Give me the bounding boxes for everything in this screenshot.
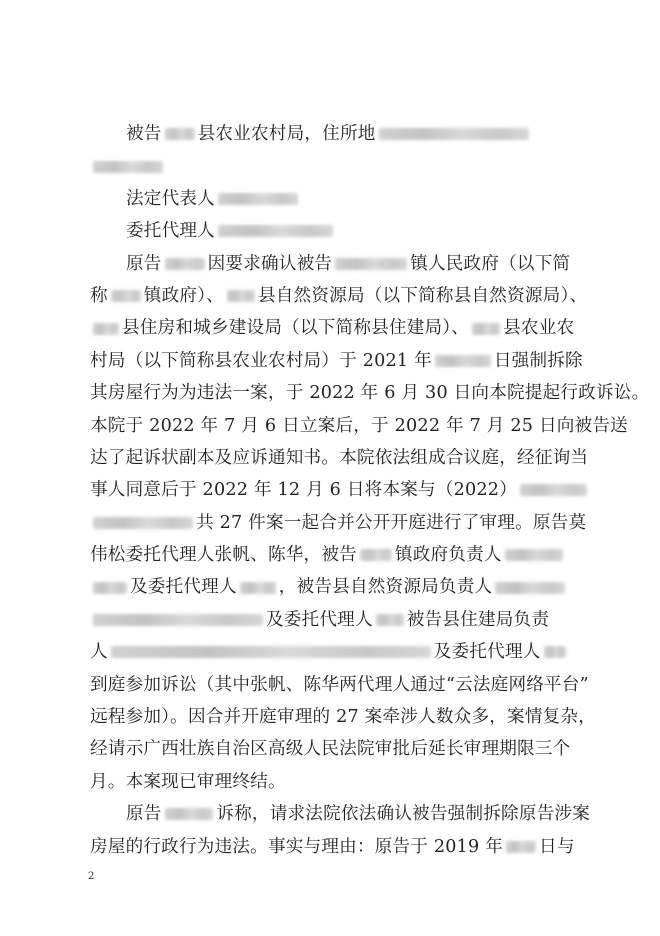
text-segment: 共 27 件案一起合并公开开庭进行了审理。原告莫 bbox=[196, 512, 587, 533]
text-segment: 其房屋行为为违法一案，于 2022 年 6 月 30 日向本院提起行政诉讼。 bbox=[90, 383, 650, 404]
text-segment: 经请示广西壮族自治区高级人民法院审批后延长审理期限三个 bbox=[90, 739, 571, 760]
text-segment: 人 bbox=[90, 642, 108, 663]
text-segment: 远程参加）。因合并开庭审理的 27 案牵涉人数众多，案情复杂， bbox=[90, 707, 597, 728]
text-segment: 委托代理人 bbox=[126, 221, 215, 242]
redacted-text bbox=[93, 614, 263, 626]
text-line bbox=[90, 442, 590, 474]
text-line bbox=[90, 248, 590, 280]
text-segment: 称 bbox=[90, 285, 108, 306]
text-line bbox=[90, 377, 650, 409]
redacted-text bbox=[227, 290, 255, 302]
text-line bbox=[90, 345, 590, 377]
text-line bbox=[90, 280, 590, 312]
text-segment: 县农业农村局，住所地 bbox=[197, 124, 376, 144]
redacted-text bbox=[111, 646, 431, 658]
text-line bbox=[90, 766, 590, 798]
text-segment: 镇政府）、 bbox=[143, 285, 224, 306]
redacted-text bbox=[544, 646, 566, 658]
redacted-text bbox=[506, 841, 536, 853]
redacted-text bbox=[165, 808, 214, 820]
text-segment: 及委托代理人 bbox=[266, 609, 373, 630]
redacted-text bbox=[111, 290, 141, 302]
text-line bbox=[90, 798, 590, 830]
text-segment: 伟松委托代理人张帆、陈华，被告 bbox=[90, 545, 357, 566]
text-segment: 月。本案现已审理终结。 bbox=[90, 771, 286, 792]
text-segment: 被告县住建局负责 bbox=[406, 609, 550, 630]
text-line bbox=[90, 539, 590, 571]
redacted-text bbox=[240, 582, 276, 594]
redacted-text bbox=[495, 582, 565, 594]
text-segment: 原告 bbox=[126, 253, 162, 274]
text-segment: 事人同意后于 2022 年 12 月 6 日将本案与（2022） bbox=[90, 480, 517, 501]
redacted-text bbox=[93, 161, 163, 173]
text-line bbox=[90, 507, 590, 539]
text-segment: 法定代表人 bbox=[126, 188, 215, 209]
redacted-text bbox=[93, 323, 119, 335]
text-segment: 原告 bbox=[126, 804, 162, 825]
text-segment: 本院于 2022 年 7 月 6 日立案后，于 2022 年 7 月 25 日向被告送 bbox=[90, 415, 628, 436]
text-line bbox=[90, 831, 590, 863]
redacted-text bbox=[218, 225, 333, 237]
text-line bbox=[90, 312, 590, 344]
text-segment: 日与 bbox=[539, 836, 575, 857]
text-line bbox=[90, 604, 590, 636]
redacted-text bbox=[379, 128, 529, 140]
redacted-text bbox=[376, 614, 404, 626]
text-line bbox=[90, 118, 590, 150]
text-line bbox=[90, 215, 590, 247]
redacted-text bbox=[218, 193, 298, 205]
redacted-text bbox=[93, 582, 127, 594]
text-line bbox=[90, 636, 590, 668]
redacted-text bbox=[335, 258, 407, 270]
text-segment: 县自然资源局（以下简称县自然资源局）、 bbox=[257, 285, 588, 306]
text-segment: 日强制拆除 bbox=[493, 350, 583, 371]
document-body bbox=[90, 118, 650, 863]
text-line bbox=[90, 733, 590, 765]
text-segment: 镇人民政府（以下简 bbox=[410, 253, 571, 274]
redacted-text bbox=[520, 484, 587, 496]
text-line bbox=[90, 183, 590, 215]
text-line bbox=[90, 669, 590, 701]
page-number: 2 bbox=[88, 871, 95, 882]
redacted-text bbox=[435, 355, 491, 367]
redacted-text bbox=[165, 128, 195, 140]
text-segment: 到庭参加诉讼（其中张帆、陈华两代理人通过“云法庭网络平台” bbox=[90, 674, 589, 695]
text-segment: 诉称，请求法院依法确认被告强制拆除原告涉案 bbox=[216, 804, 590, 825]
text-segment: 及委托代理人 bbox=[433, 642, 541, 663]
redacted-text bbox=[505, 549, 563, 561]
redacted-text bbox=[472, 323, 500, 335]
text-segment: ，被告县自然资源局负责人 bbox=[278, 577, 493, 598]
text-line bbox=[90, 410, 628, 442]
text-segment: 县住房和城乡建设局（以下简称县住建局）、 bbox=[122, 318, 470, 339]
text-line bbox=[90, 571, 590, 603]
text-line bbox=[90, 474, 590, 506]
text-segment: 县农业农 bbox=[503, 318, 575, 339]
redacted-text bbox=[93, 517, 193, 529]
text-segment: 被告 bbox=[126, 124, 162, 144]
text-segment: 及委托代理人 bbox=[130, 577, 237, 598]
text-segment: 镇政府负责人 bbox=[394, 545, 502, 566]
text-segment: 因要求确认被告 bbox=[207, 253, 333, 274]
text-segment: 房屋的行政行为违法。事实与理由：原告于 2019 年 bbox=[90, 836, 504, 857]
text-segment: 村局（以下简称县农业农村局）于 2021 年 bbox=[90, 350, 432, 371]
redacted-text bbox=[360, 549, 392, 561]
redacted-text bbox=[165, 258, 205, 270]
text-segment: 达了起诉状副本及应诉通知书。本院依法组成合议庭，经征询当 bbox=[90, 447, 589, 468]
text-line bbox=[90, 701, 597, 733]
text-line bbox=[90, 150, 590, 182]
